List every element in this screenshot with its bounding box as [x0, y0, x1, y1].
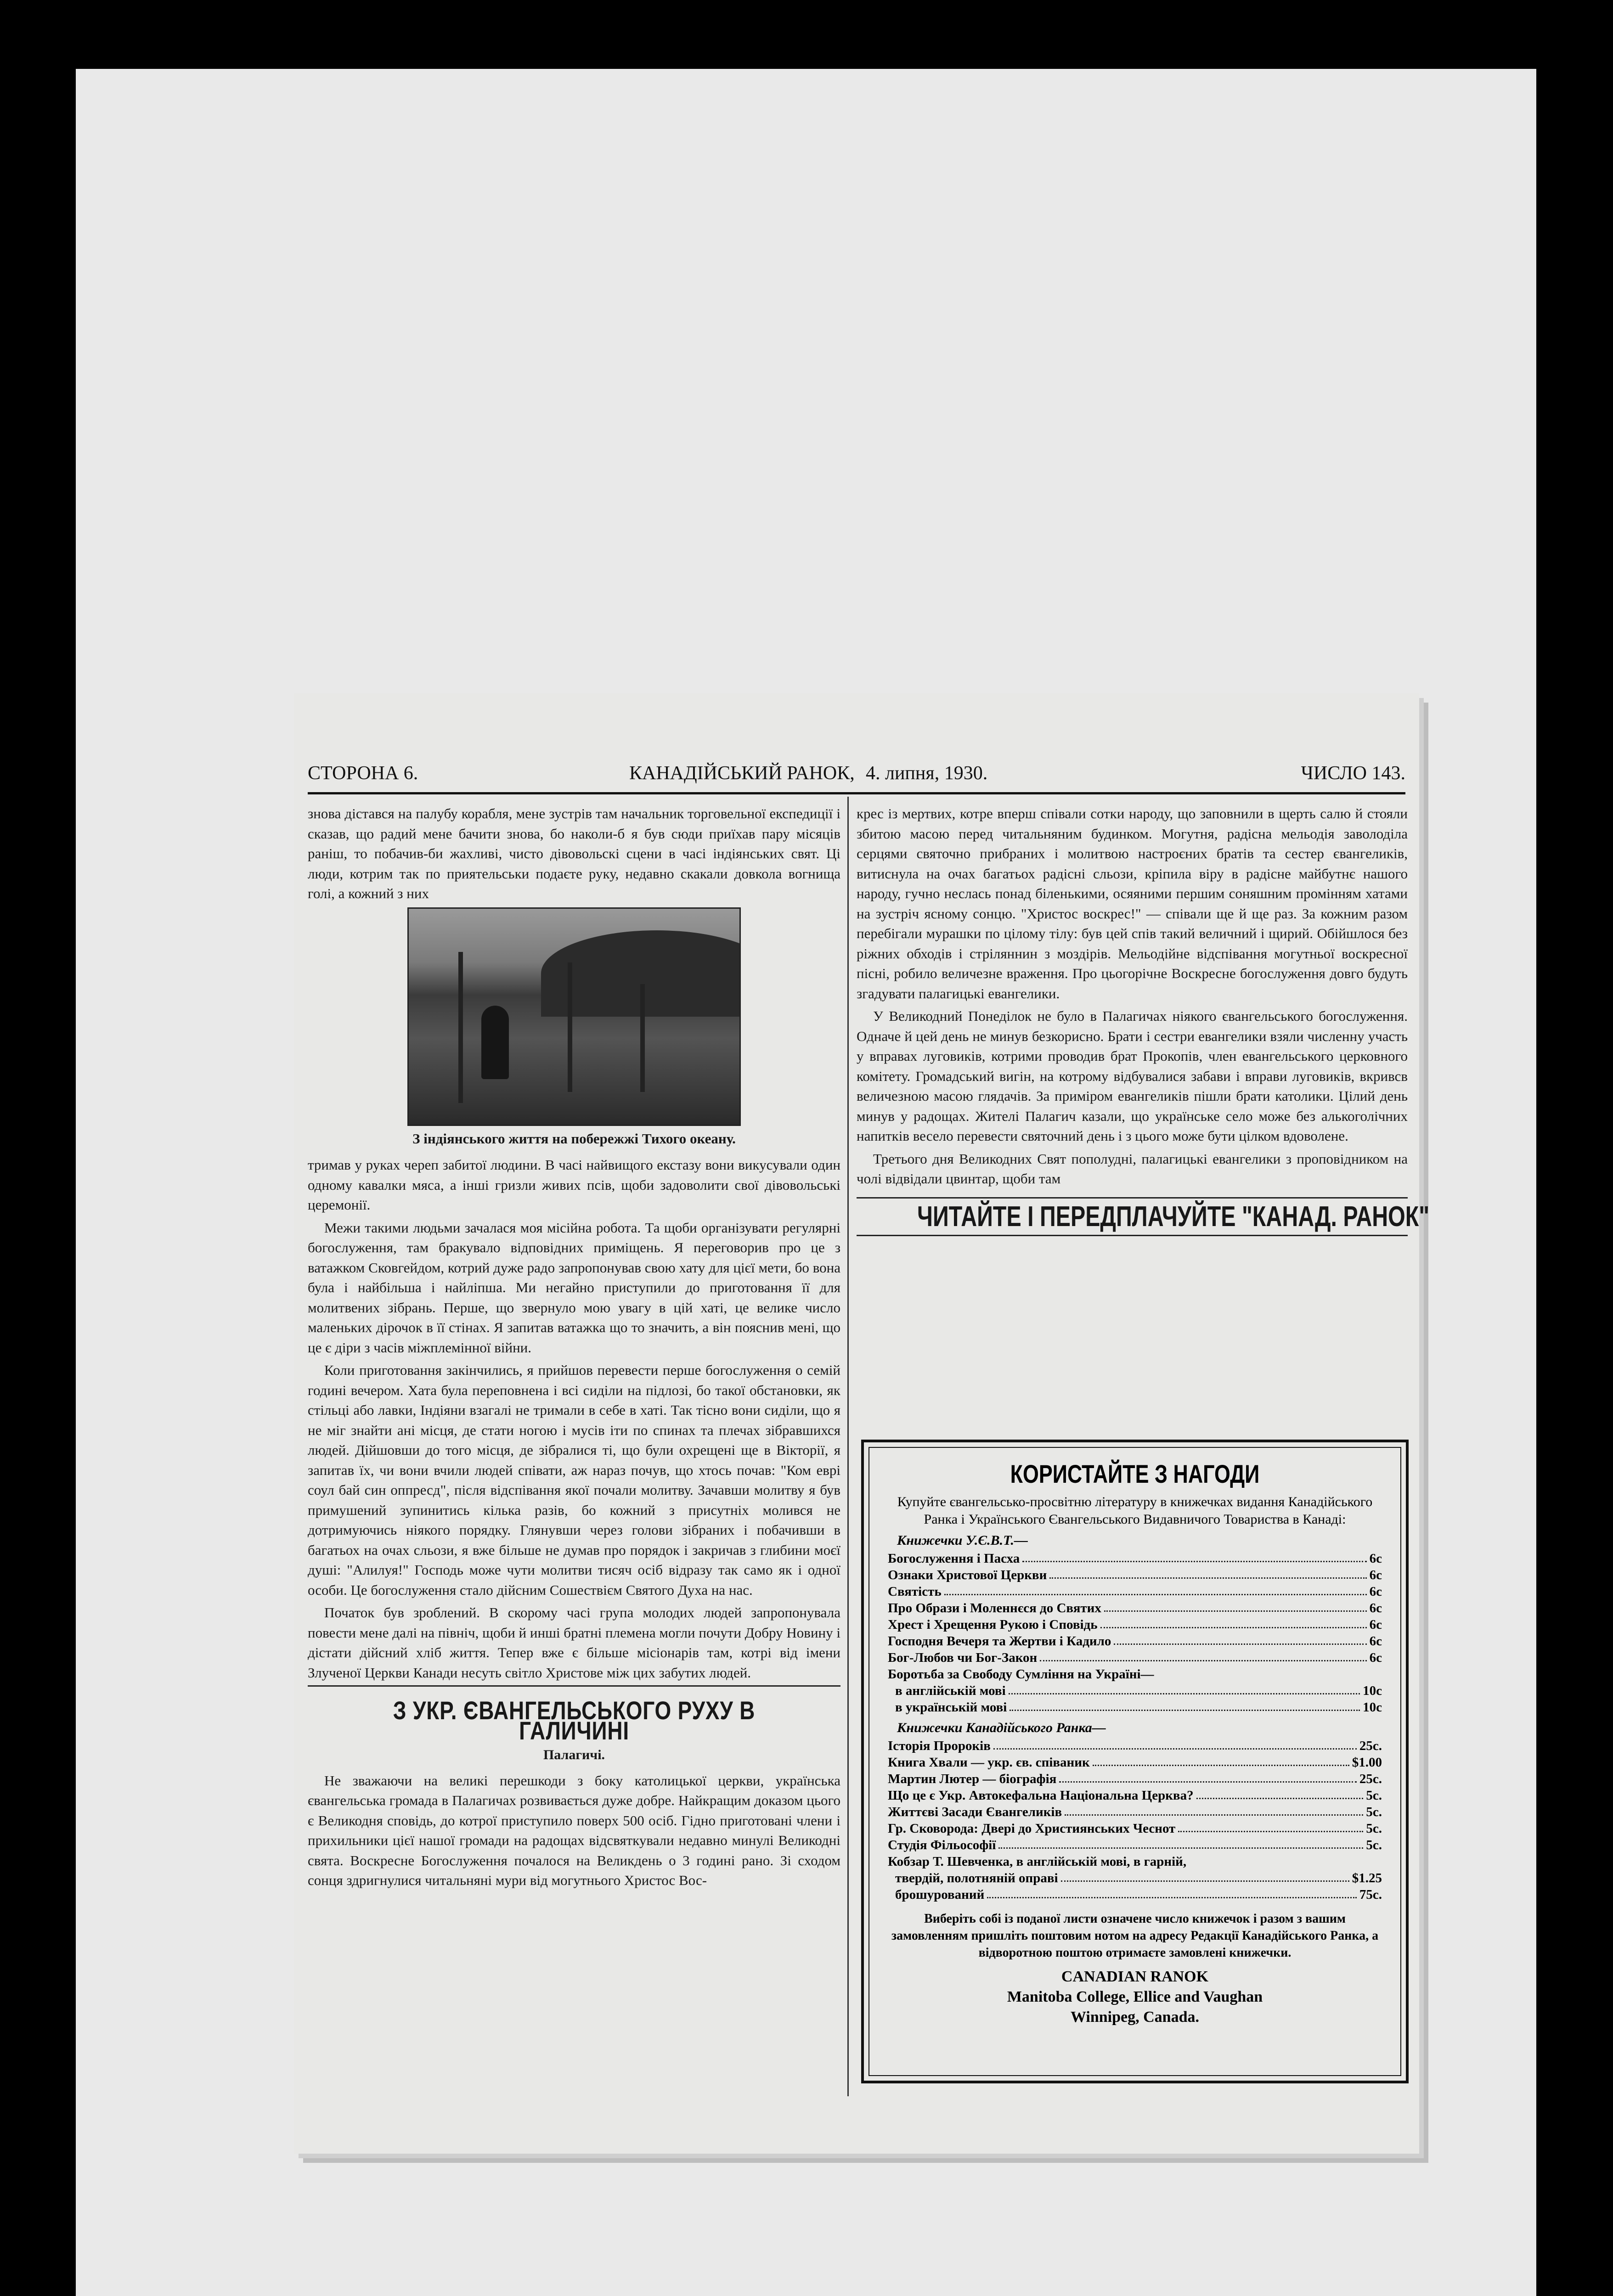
- article-paragraph: тримав у руках череп забитої людини. В часі найвищого екстазу вони викусували один одному кавалки мяса, а інші гризли живих псів, щоби задоволити свої дівовольські церемонії.: [308, 1157, 840, 1213]
- article-paragraph: У Великодний Понеділок не було в Палагичах ніякого євангельського богослуження. Одначе й цей день не минув безкорисно. Брати і сестри евангелики взяли численну участь у вправах луговиків, котрими проводив брат Прокопів, член евангельського церковного комітету. Громадський вигін, на котрому відбувалися забави і вправи луговиків, вкривсв величезною масою глядачів. За приміром евангеликів пішли брати католики. Цілий день минув у радощах. Жителі Палагич казали, що українське село може без алькоголічних напитків весело перевести святочний день і з цього може бути цілком вдоволене.: [857, 1008, 1408, 1144]
- divider: [857, 1197, 1408, 1199]
- subscribe-banner: ЧИТАЙТЕ І ПЕРЕДПЛАЧУЙТЕ "КАНАД. РАНОК": [917, 1200, 1430, 1232]
- ad-publisher-address: Manitoba College, Ellice and Vaughan: [1007, 1988, 1263, 2005]
- column-divider: [847, 797, 849, 2096]
- article-paragraph: крес із мертвих, котре вперш співали сотки народу, що заповнили в щерть салю й стояли збитою масою перед читальняним будинком. Могутня, радісна мельодія заволоділа серцями святочно прибраних і молитвою настроєних братів та сестер євангеликів, витиснула на очах багатьох радісні сльози, кріпила віру в радісне майбутнє нашого народу, гучно неслась понад біленькими, осяяними першим соняшним промінням хатами на зустріч ясному сонцю. "Христос воскрес!" — співали ще й ще раз. За кожним разом перебігали мурашки по цілому тілу: був цей спів такий величний і щирий. Обійшлося без ріжних обходів і стріляннин з моздірів. Мельодійне відспівання могутньої воскресної пісні, робило величезне враження. Про цьогорічне Воскресне богослуження довго будуть згадувати палагицькі евангелики.: [857, 805, 1408, 1002]
- ad-item: Богослуження і Пасха 6c: [888, 1551, 1382, 1566]
- ad-item: в англійській мові 10c: [895, 1683, 1382, 1698]
- photo-caption: З індіянського життя на побережжі Тихого океану.: [412, 1130, 736, 1147]
- newspaper-page: [294, 693, 1430, 2154]
- photo-indian-village: [407, 907, 741, 1126]
- ad-item: Гр. Сковорода: Двері до Християнських Чеснот 5c.: [888, 1821, 1382, 1836]
- ad-item: Історія Пророків 25c.: [888, 1739, 1382, 1753]
- ad-item: Про Образи і Моленнєся до Святих 6c: [888, 1601, 1382, 1615]
- ad-section: Книжечки У.Є.В.Т.—: [897, 1533, 1028, 1548]
- article-paragraph: Межи такими людьми зачалася моя місійна робота. Та щоби організувати регулярні богослуження, там бракувало відповідних приміщень. Я переговорив про це з ватажком Сковгейдом, котрий дуже радо запропонував свою хату для цієї мети, бо вона була і найбільша і найліпша. Ми негайно приступили до приготовання її для молитвених зібрань. Перше, що звернуло мою увагу в цій хаті, це велике число маленьких дірочок в її стінах. Я запитав ватажка що то значить, а він пояснив мені, що це є діри з часів міжплемінної війни.: [308, 1219, 840, 1356]
- ad-item: Святість 6c: [888, 1584, 1382, 1599]
- right-column: [857, 804, 1430, 1239]
- article-paragraph: знова дістався на палубу корабля, мене зустрів там начальник торговельної експедиції і сказав, що радий мене бачити знова, бо наколи-б я був сюди приїхав пару місяців раніш, то побачив-би жахливі, чисто дівовольскі сцени в часі індіянських свят. Ці люди, котрим так по приятельськи подаєте руку, недавно скакали довкола вогнища голі, а кожний з них: [308, 805, 840, 901]
- article-headline: З УКР. ЄВАНГЕЛЬСЬКОГО РУХУ В ГАЛИЧИНІ: [393, 1696, 756, 1745]
- ad-item: в українській мові 10c: [895, 1700, 1382, 1715]
- page-header: [308, 762, 1405, 790]
- issue-date: 4. липня, 1930.: [866, 763, 988, 784]
- article-paragraph: Початок був зроблений. В скорому часі група молодих людей запропонувала повести мене далі на північ, щоби й инші братні племена могли почути Добру Новину і дістати дійсний хліб життя. Тепер вже є більше місіонарів там, котрі від імени Злученої Церкви Канади несуть світло Христове між цих забутих людей.: [308, 1604, 840, 1681]
- ad-item: Студія Фільософії 5c.: [888, 1838, 1382, 1852]
- ad-title: КОРИСТАЙТЕ З НАГОДИ: [1010, 1459, 1260, 1488]
- ad-item: твердій, полотняній оправі $1.25: [895, 1871, 1382, 1885]
- ad-item: Боротьба за Свободу Сумління на Україні—: [888, 1667, 1154, 1682]
- ad-note: Виберіть собі із поданої листи означене число книжечок і разом з вашим замовленням пришліть поштовим нотом на адресу Редакції Канадійського Ранка, а відворотною поштою отримаєте замовлені книжечки.: [891, 1912, 1379, 1960]
- issue-number: ЧИСЛО 143.: [1301, 763, 1405, 784]
- ad-item: Мартин Лютер — біографія 25c.: [888, 1772, 1382, 1786]
- ad-item: Хрест і Хрещення Рукою і Сповідь 6c: [888, 1617, 1382, 1632]
- ad-publisher-name: CANADIAN RANOK: [1061, 1968, 1209, 1985]
- ad-item: Бог-Любов чи Бог-Закон 6c: [888, 1650, 1382, 1665]
- divider: [857, 1235, 1408, 1236]
- ad-item: Книга Хвали — укр. єв. співаник $1.00: [888, 1755, 1382, 1770]
- ad-item: Що це є Укр. Автокефальна Національна Церква? 5c.: [888, 1788, 1382, 1803]
- article-paragraph: Третього дня Великодних Свят пополудні, палагицькі евангелики з проповідником на чолі відвідали цвинтар, щоби там: [857, 1150, 1408, 1187]
- ad-intro: Купуйте євангельсько-просвітню літературу в книжечках видання Канадійського Ранка і Українського Євангельського Видавничого Товариства в Канаді:: [897, 1494, 1373, 1527]
- ad-item: Життєві Засади Євангеликів 5c.: [888, 1805, 1382, 1819]
- paper-name: КАНАДІЙСЬКИЙ РАНОК,: [629, 763, 855, 784]
- ad-item: Кобзар Т. Шевченка, в англійській мові, в гарній,: [888, 1854, 1187, 1869]
- ad-section: Книжечки Канадійського Ранка—: [897, 1720, 1106, 1735]
- ad-item: Господня Вечеря та Жертви і Кадило 6c: [888, 1634, 1382, 1649]
- ad-publisher-city: Winnipeg, Canada.: [1071, 2009, 1199, 2026]
- advertisement-box: [861, 1440, 1409, 2083]
- article-subhead: Палагичі.: [543, 1747, 605, 1762]
- article-paragraph: Коли приготовання закінчились, я прийшов перевести перше богослуження о семій годині вечером. Хата була переповнена і всі сиділи на підлозі, бо такої обстановки, як стільці або лавки, Індіяни взагалі не тримали в себе в хаті. Так тісно вони сиділи, що я не міг знайти ані місця, де стати ногою і мусів іти по спинах та плечах зібравшихся людей. Дійшовши до того місця, де зібралися ті, що були охрещені ще в Вікторії, я запитав їх, чи вони вчили людей співати, аж нараз почув, що хтось почав: "Ком еврі соул бай син оппресд", після відспівання якої почали молитву. Зачавши молитву я був примушений зупинитись кілька разів, бо кожний з присутніх молився не дотримуючись ніякого порядку. Глянувши через голови зібраних і побачивши в багатьох на очах сльози, я вже більше не думав про порядок і закричав з глибини моєї душі: "Алилуя!" Господь може чути молитви тисяч осіб відразу так само як і одної особи. Це богослуження стало дійсним Сошествієм Святого Духа на нас.: [308, 1362, 840, 1598]
- ad-item: брошурований 75c.: [895, 1887, 1382, 1902]
- ad-item: Ознаки Христової Церкви 6c: [888, 1568, 1382, 1582]
- divider: [308, 1685, 840, 1687]
- article-paragraph: Не зважаючи на великі перешкоди з боку католицької церкви, українська євангельська громада в Палагичах розвивається дуже добре. Найкращим доказом цього є Великодня сповідь, до котрої приступило поверх 500 осіб. Гідно приготовані члени і прихильники цієї нашої громади на радощах відсвяткували недавно минулі Великодні свята. Воскресне Богослуження почалося на Великдень о 3 годині рано. Зі сходом сонця здригнулися читальняні мури від могутнього Христос Вос-: [308, 1772, 840, 1888]
- page-number: СТОРОНА 6.: [308, 763, 418, 784]
- left-column: [308, 804, 840, 1893]
- header-rule: [308, 792, 1405, 794]
